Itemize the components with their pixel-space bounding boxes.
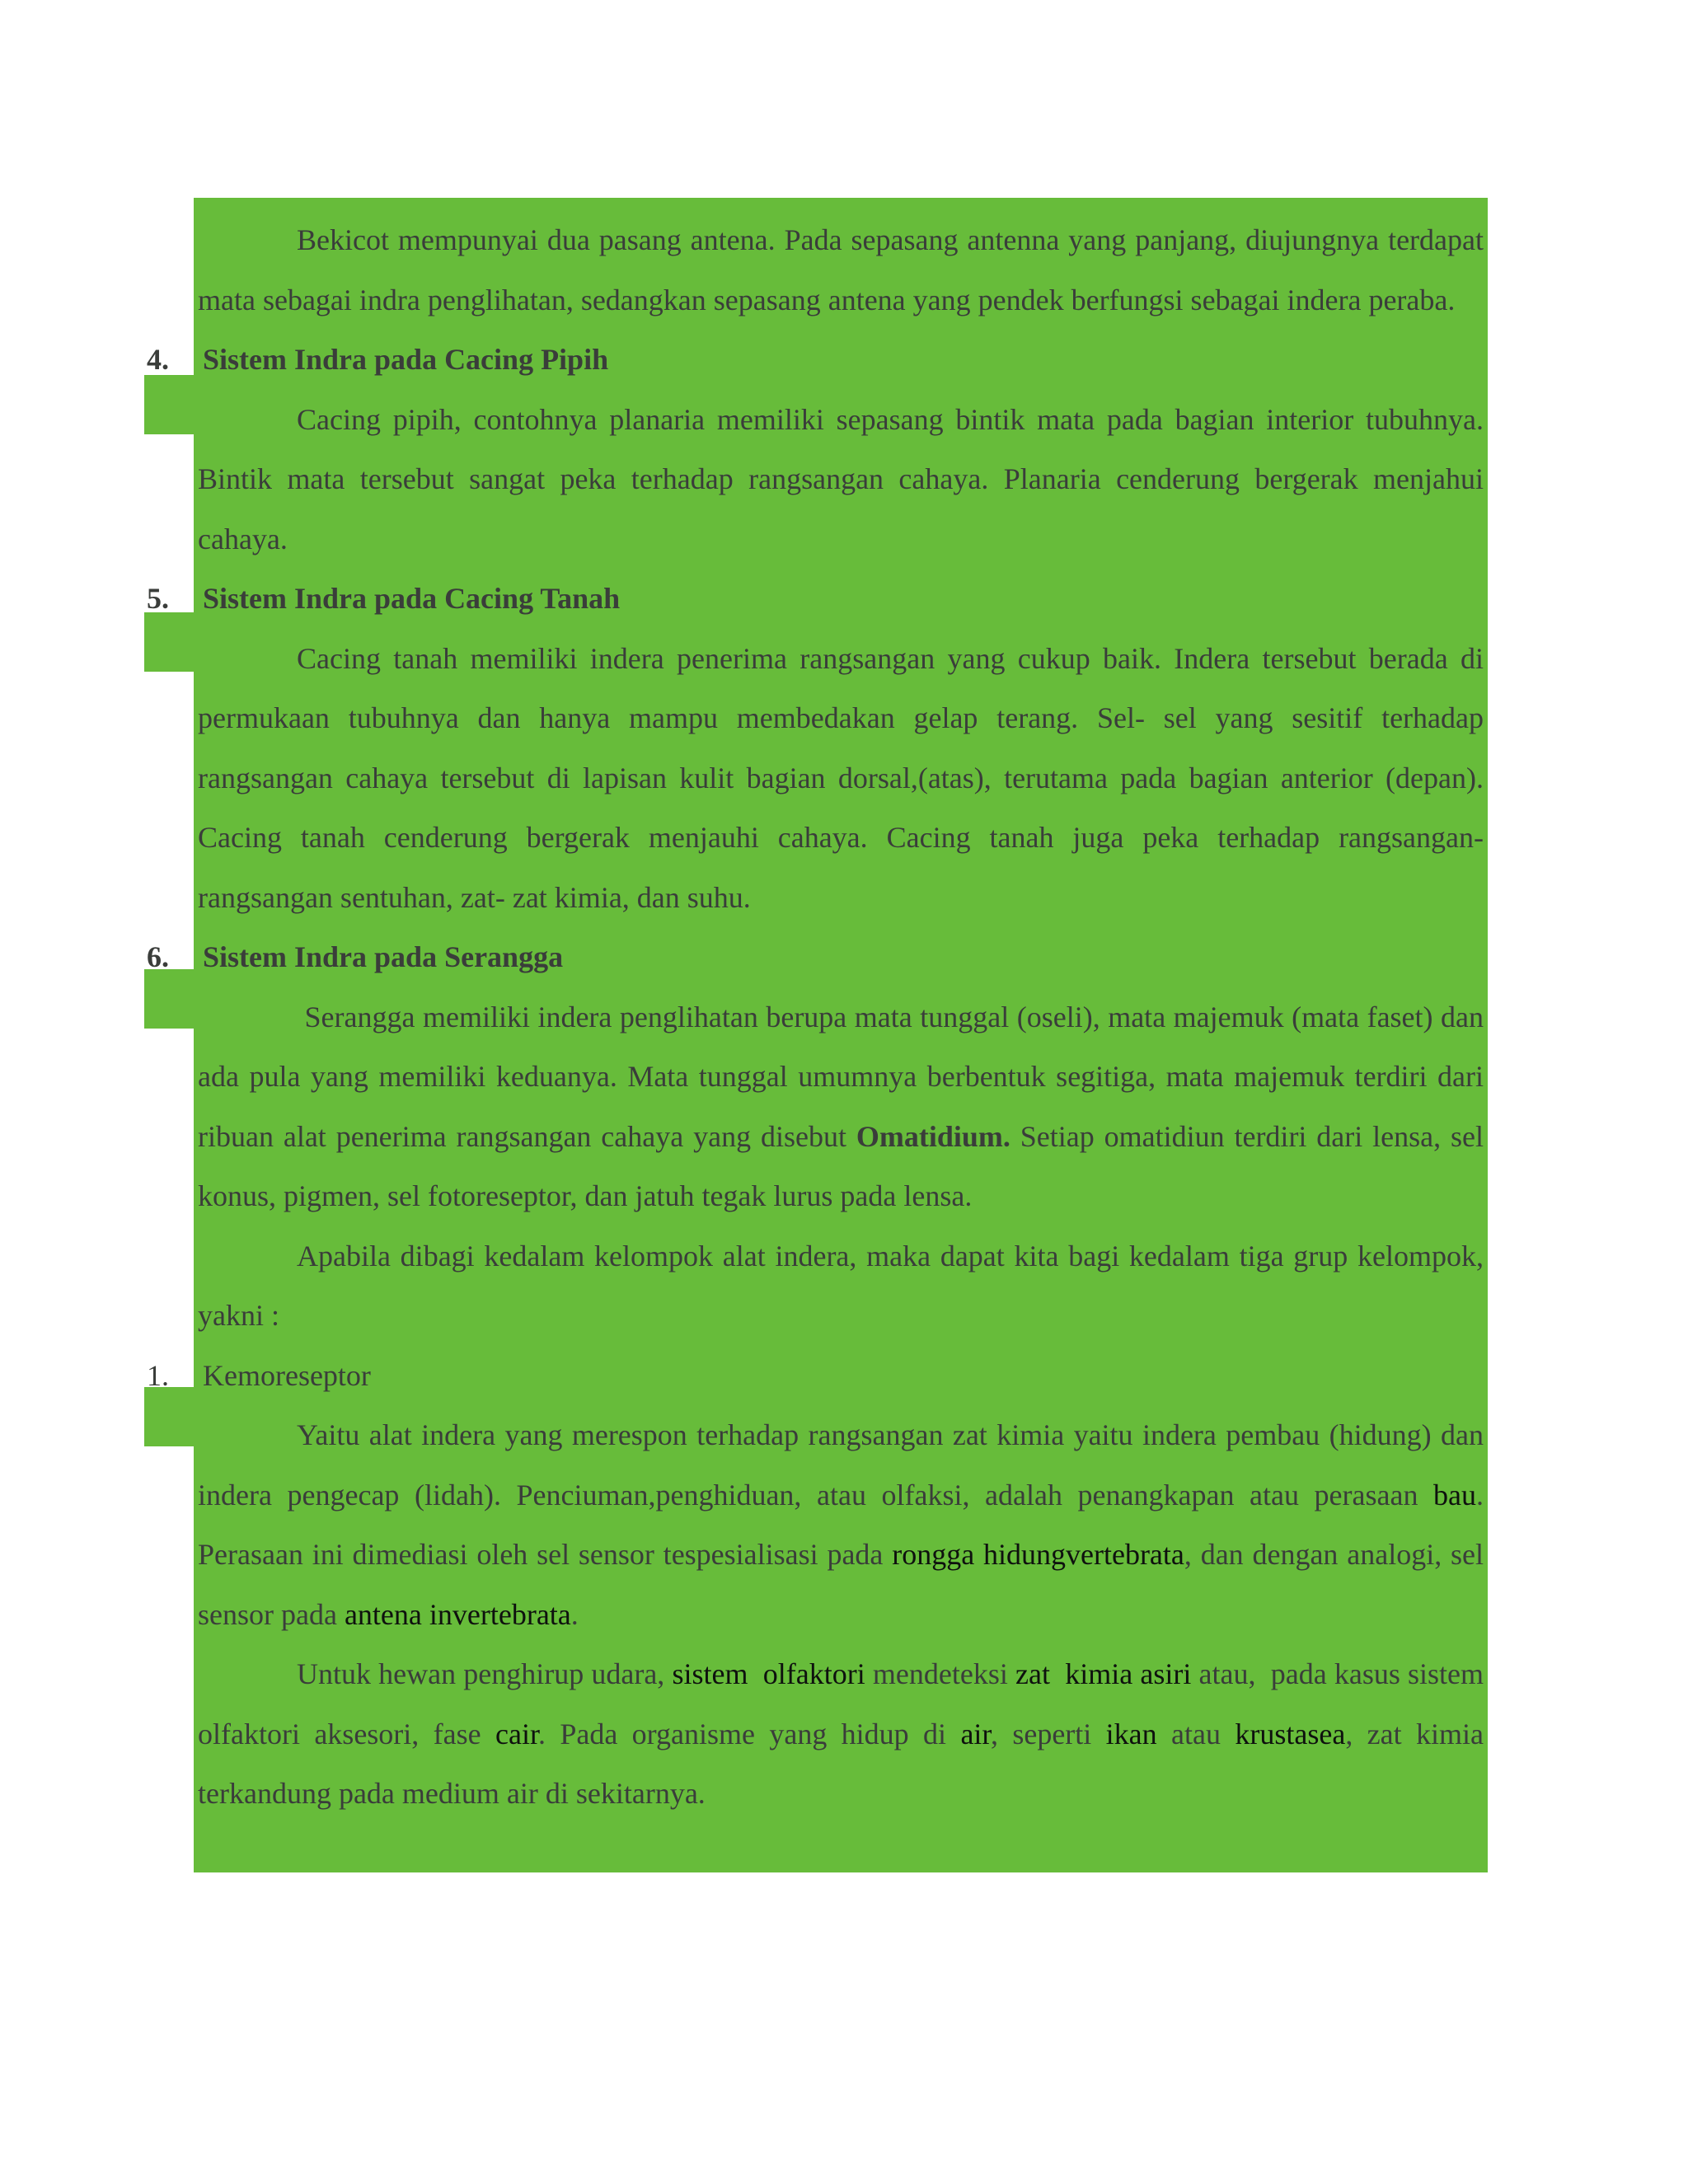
link-zat-kimia-asiri[interactable]: zat kimia asiri bbox=[1015, 1657, 1192, 1690]
section-number: 5. bbox=[147, 582, 169, 615]
text-run: Setiap omatidiun terdiri dari lensa, sel konus, pigmen, sel fotoreseptor, dan jatuh tegak lurus pada lensa. bbox=[198, 1119, 1484, 1212]
text-run: , dan dengan analogi, sel sensor pada bbox=[198, 1538, 1484, 1631]
section-number: 6. bbox=[147, 940, 169, 973]
subsection-heading-1 bbox=[147, 1346, 1484, 1406]
text-run: . bbox=[570, 1597, 579, 1631]
text-run: Serangga memiliki indera penglihatan berupa mata tunggal (oseli), mata majemuk (mata faset) dan ada pula yang memiliki keduanya. Mata tunggal umumnya berbentuk segitiga, mata majemuk terdiri dari ribuan alat penerima rangsangan cahaya yang disebut bbox=[198, 1000, 1492, 1153]
subsection-number: 1. bbox=[147, 1358, 169, 1392]
text-run: atau, pada kasus sistem olfaktori aksesori, fase bbox=[198, 1657, 1492, 1750]
document-body bbox=[147, 210, 1492, 1824]
paragraph-cacing-tanah: Cacing tanah memiliki indera penerima rangsangan yang cukup baik. Indera tersebut berada di permukaan tubuhnya dan hanya mampu membedakan gelap terang. Sel- sel yang sesitif terhadap rangsangan cahaya tersebut di lapisan kulit bagian dorsal,(atas), terutama pada bagian anterior (depan). Cacing tanah cenderung bergerak menjauhi cahaya. Cacing tanah juga peka terhadap rangsangan- rangsangan sentuhan, zat- zat kimia, dan suhu. bbox=[198, 641, 1484, 914]
bold-term: Omatidium. bbox=[856, 1119, 1010, 1153]
paragraph-serangga bbox=[198, 987, 1492, 1226]
link-antena-invertebrata[interactable]: antena invertebrata bbox=[344, 1597, 571, 1631]
paragraph-apabila: Apabila dibagi kedalam kelompok alat indera, maka dapat kita bagi kedalam tiga grup kelompok, yakni : bbox=[198, 1239, 1484, 1332]
text-run: atau bbox=[1156, 1717, 1236, 1750]
section-title: Sistem Indra pada Serangga bbox=[203, 940, 564, 973]
paragraph-untuk-hewan bbox=[198, 1644, 1492, 1824]
text-run: mendeteksi bbox=[865, 1657, 1015, 1690]
section-title: Sistem Indra pada Cacing Pipih bbox=[203, 343, 609, 376]
link-rongga-hidung-vertebrata[interactable]: rongga hidungvertebrata bbox=[892, 1538, 1184, 1571]
section-heading-4 bbox=[147, 330, 1484, 390]
text-run: Yaitu alat indera yang merespon terhadap rangsangan zat kimia yaitu indera pembau (hidung) dan indera pengecap (lidah). Penciuman,penghiduan, atau olfaksi, adalah penangkapan atau perasaan bbox=[198, 1418, 1484, 1511]
link-sistem-olfaktori[interactable]: sistem olfaktori bbox=[672, 1657, 865, 1690]
link-krustasea[interactable]: krustasea bbox=[1235, 1717, 1346, 1750]
text-run: , zat kimia terkandung pada medium air di sekitarnya. bbox=[198, 1717, 1484, 1810]
link-ikan[interactable]: ikan bbox=[1105, 1717, 1157, 1750]
text-run: Untuk hewan penghirup udara, bbox=[297, 1657, 673, 1690]
section-heading-5 bbox=[147, 569, 1484, 629]
paragraph-kemoreseptor bbox=[198, 1405, 1484, 1644]
paragraph-cacing-pipih: Cacing pipih, contohnya planaria memiliki sepasang bintik mata pada bagian interior tubuhnya. Bintik mata tersebut sangat peka terhadap rangsangan cahaya. Planaria cenderung bergerak menjahui cahaya. bbox=[198, 402, 1484, 555]
subsection-title: Kemoreseptor bbox=[203, 1358, 371, 1392]
paragraph-bekicot: Bekicot mempunyai dua pasang antena. Pada sepasang antenna yang panjang, diujungnya terdapat mata sebagai indra penglihatan, sedangkan sepasang antena yang pendek berfungsi sebagai indera peraba. bbox=[198, 223, 1484, 316]
text-run: . Perasaan ini dimediasi oleh sel sensor tespesialisasi pada bbox=[198, 1478, 1484, 1571]
section-heading-6 bbox=[147, 927, 1484, 987]
link-bau[interactable]: bau bbox=[1433, 1478, 1476, 1511]
section-number: 4. bbox=[147, 343, 169, 376]
link-cair[interactable]: cair bbox=[495, 1717, 538, 1750]
text-run: , seperti bbox=[990, 1717, 1106, 1750]
section-title: Sistem Indra pada Cacing Tanah bbox=[203, 582, 621, 615]
text-run: . Pada organisme yang hidup di bbox=[537, 1717, 961, 1750]
link-air[interactable]: air bbox=[960, 1717, 991, 1750]
